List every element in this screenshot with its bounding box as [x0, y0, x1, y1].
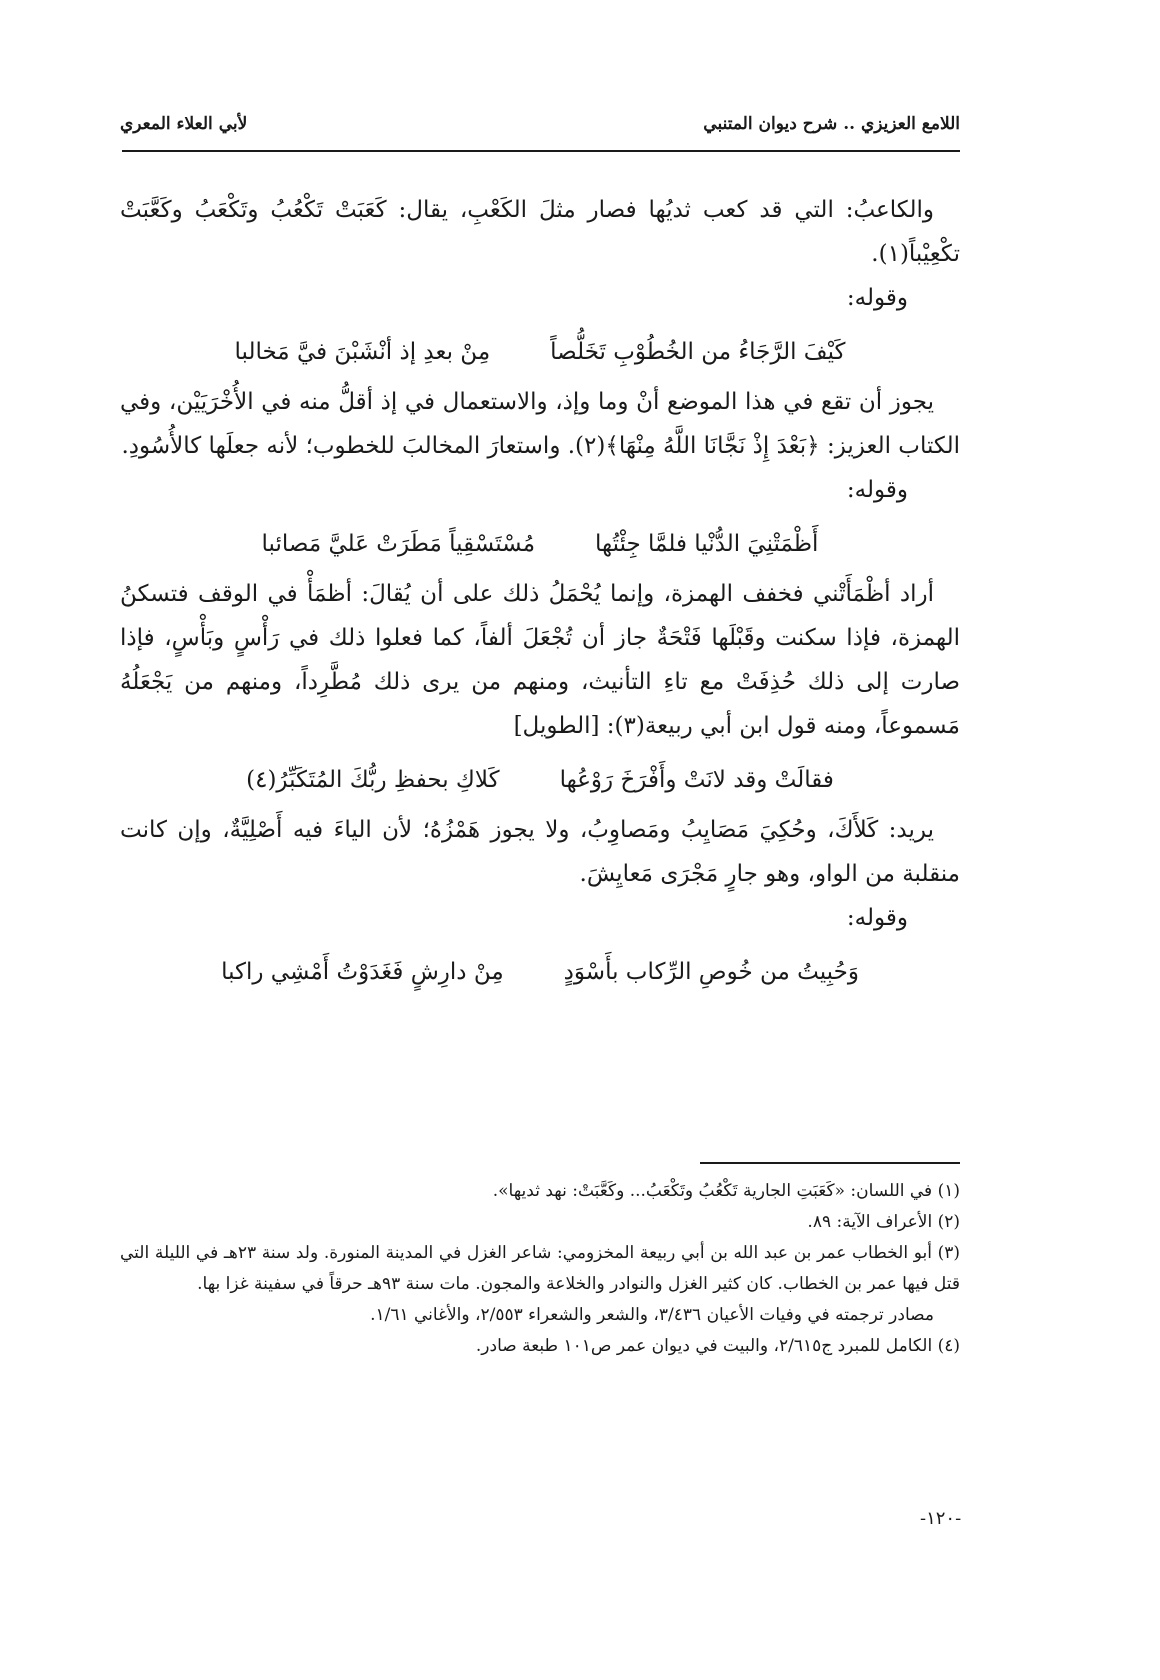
footnote-1: (١) في اللسان: «كَعَبَتِ الجارية تَكْعُبُ وتَكْعَبُ... وكَعَّبَتْ: نهد ثديها».: [492, 1181, 960, 1201]
paragraph-2: يجوز أن تقع في هذا الموضع أنْ وما وإذ، والاستعمال في إذ أقلُّ منه في الأُخْرَيَيْن، وفي الكتاب العزيز: ﴿بَعْدَ إِذْ نَجَّانَا اللَّهُ مِنْهَا﴾(٢). واستعارَ المخالبَ للخطوب؛ لأنه جعلَها كالأُسُودِ.: [120, 389, 960, 459]
author-name: لأبي العلاء المعري: [120, 114, 248, 134]
book-title: اللامع العزيزي .. شرح ديوان المتنبي: [703, 114, 960, 134]
verse-1-first-hemistich: كَيْفَ الرَّجَاءُ من الخُطُوْبِ تَخَلُّصاً: [550, 339, 846, 365]
verse-3: [120, 758, 960, 802]
verse-1-second-hemistich: مِنْ بعدِ إذ أنْشَبْنَ فيَّ مَخالبا: [234, 339, 491, 365]
verse-3-second-hemistich: كَلاكِ بحفظِ ربُّكَ المُتَكَبِّرُ(٤): [246, 767, 500, 793]
verse-intro-1: وقوله:: [846, 285, 908, 311]
verse-2-second-hemistich: مُسْتَسْقِياً مَطَرَتْ عَليَّ مَصائبا: [261, 531, 536, 557]
footnote-3: (٣) أبو الخطاب عمر بن عبد الله بن أبي ربيعة المخزومي: شاعر الغزل في المدينة المنورة. ولد سنة ٢٣هـ في الليلة التي قتل فيها عمر بن الخطاب. كان كثير الغزل والنوادر والخلاعة والمجون. مات سنة ٩٣هـ حرقاً في سفينة غزا بها.: [120, 1243, 960, 1294]
verse-4-first-hemistich: وَحُبِيتُ من خُوصِ الرِّكاب بأَسْوَدٍ: [563, 959, 859, 985]
verse-intro-2: وقوله:: [846, 477, 908, 503]
paragraph-3: أراد أظْمَأَتْني فخفف الهمزة، وإنما يُحْمَلُ ذلك على أن يُقالَ: أظمَأْ في الوقف فتسكنُ الهمزة، فإذا سكنت وقَبْلَها فَتْحَةٌ جاز أن تُجْعَلَ ألفاً، كما فعلوا ذلك في رَأْسٍ وبَأْسٍ، فإذا صارت إلى ذلك حُذِفَتْ مع تاءِ التأنيث، ومنهم من يرى ذلك مُطَّرِداً، ومنهم من يَجْعَلُهُ مَسموعاً، ومنه قول ابن أبي ربيعة(٣): [الطويل]: [120, 581, 960, 739]
verse-4-second-hemistich: مِنْ دارِشٍ فَغَدَوْتُ أَمْشِي راكبا: [221, 959, 504, 985]
verse-intro-3: وقوله:: [846, 905, 908, 931]
body-text: [120, 188, 960, 1000]
header-rule: [122, 150, 960, 152]
running-header: [120, 108, 960, 140]
verse-2-first-hemistich: أَظْمَتْنِيَ الدُّنْيا فلمَّا جِئْتُها: [595, 531, 819, 557]
paragraph-4: يريد: كَلأَكَ، وحُكِيَ مَصَايِبُ ومَصاوِبُ، ولا يجوز هَمْزُهُ؛ لأن الياءَ فيه أَصْلِيَّةٌ، وإن كانت منقلبة من الواو، وهو جارٍ مَجْرَى مَعايِشَ.: [120, 817, 960, 887]
verse-3-first-hemistich: فقالَتْ وقد لانَتْ وأَفْرَخَ رَوْعُها: [559, 767, 834, 793]
paragraph-1: والكاعبُ: التي قد كعب ثديُها فصار مثلَ الكَعْبِ، يقال: كَعَبَتْ تَكْعُبُ وتَكْعَبُ وكَعَّبَتْ تكْعِيْباً(١).: [120, 197, 960, 267]
page-number: -١٢٠-: [920, 1508, 962, 1529]
verse-4: [120, 950, 960, 994]
footnotes: [120, 1176, 960, 1362]
footnote-3-sources: مصادر ترجمته في وفيات الأعيان ٣/٤٣٦، والشعر والشعراء ٢/٥٥٣، والأغاني ١/٦١.: [370, 1305, 934, 1325]
verse-2: [120, 522, 960, 566]
verse-1: [120, 330, 960, 374]
footnote-2: (٢) الأعراف الآية: ٨٩.: [807, 1212, 960, 1232]
footnote-4: (٤) الكامل للمبرد ج٢/٦١٥، والبيت في ديوان عمر ص١٠١ طبعة صادر.: [475, 1336, 960, 1356]
footnote-rule: [700, 1162, 960, 1164]
